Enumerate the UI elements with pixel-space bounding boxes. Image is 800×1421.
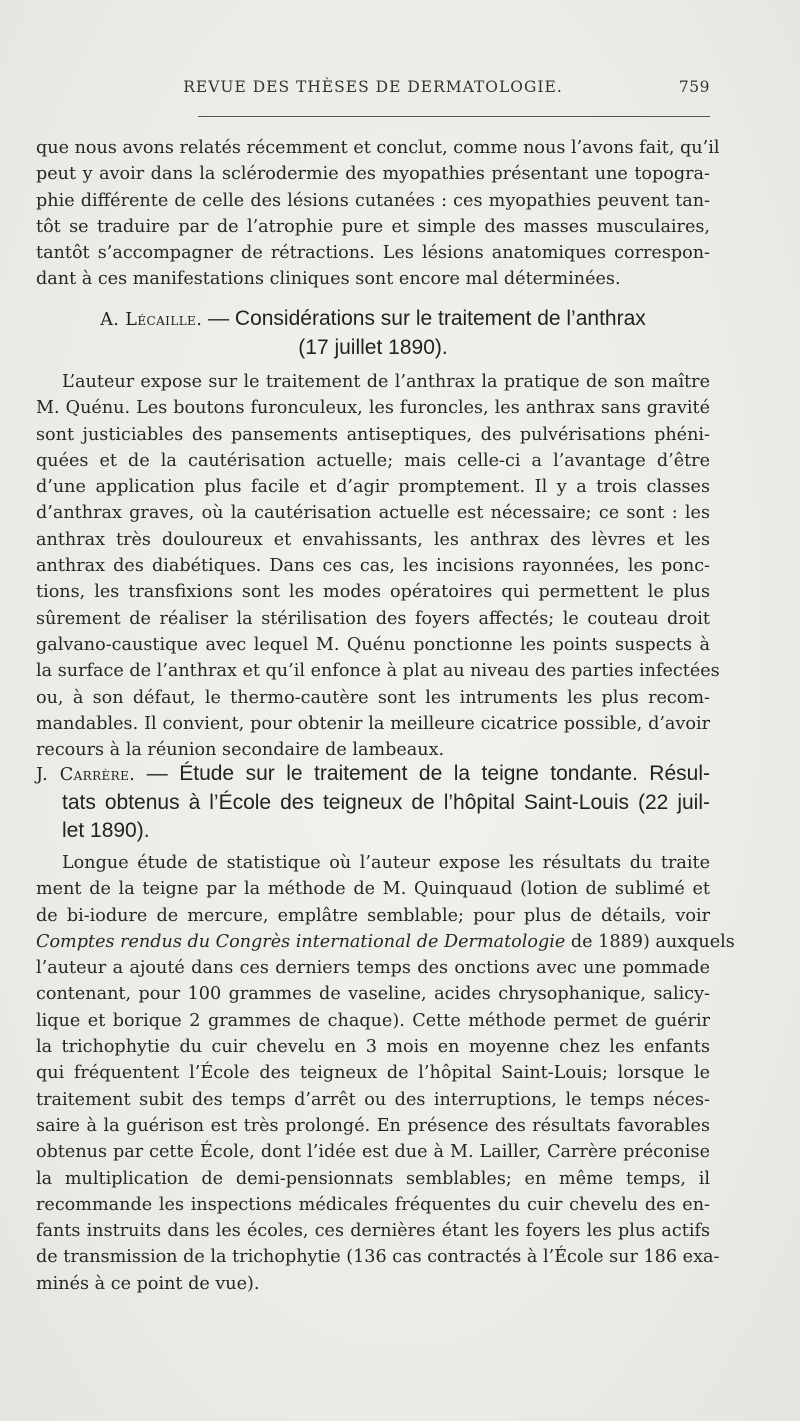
header-rule	[198, 116, 710, 117]
text-line: la multiplication de demi-pensionnats semblables; en même temps, il	[36, 1168, 710, 1189]
text-line: peut y avoir dans la sclérodermie des myopathies présentant une topogra-	[36, 164, 710, 185]
text-line: lique et borique 2 grammes de chaque). Cette méthode permet de guérir	[36, 1010, 710, 1031]
text-line: M. Quénu. Les boutons furonculeux, les furoncles, les anthrax sans gravité	[36, 398, 710, 419]
text-line: fants instruits dans les écoles, ces dernières étant les foyers les plus actifs	[36, 1221, 710, 1242]
text-line: tantôt s’accompagner de rétractions. Les lésions anatomiques correspon-	[36, 243, 710, 264]
text-line: L’auteur expose sur le traitement de l’anthrax la pratique de son maître	[62, 372, 710, 392]
page-number: 759	[678, 78, 710, 96]
text-line: d’anthrax graves, où la cautérisation actuelle est nécessaire; ce sont : les	[36, 503, 710, 524]
article-title: — Étude sur le traitement de la teigne tondante. Résul-	[146, 762, 710, 785]
text-line: contenant, pour 100 grammes de vaseline, acides chrysophanique, salicy-	[36, 984, 710, 1005]
text-line: ou, à son défaut, le thermo-cautère sont les intruments les plus recom-	[36, 687, 710, 708]
text-line: sûrement de réaliser la stérilisation des foyers affectés; le couteau droit	[36, 608, 710, 629]
text-line: qui fréquentent l’École des teigneux de l’hôpital Saint-Louis; lorsque le	[36, 1063, 710, 1084]
text-line: la trichophytie du cuir chevelu en 3 mois en moyenne chez les enfants	[36, 1037, 710, 1058]
text-line: mandables. Il convient, pour obtenir la meilleure cicatrice possible, d’avoir	[36, 713, 710, 734]
article-author: J. Carrère.	[36, 765, 136, 785]
text-line: anthrax des diabétiques. Dans ces cas, les incisions rayonnées, les ponc-	[36, 556, 710, 577]
text-line: tions, les transfixions sont les modes opératoires qui permettent le plus	[36, 582, 710, 603]
heading-line: tats obtenus à l’École des teigneux de l’hôpital Saint-Louis (22 juil-	[62, 790, 710, 814]
article-author: A. Lécaille.	[100, 310, 203, 330]
running-title: REVUE DES THÈSES DE DERMATOLOGIE.	[183, 78, 563, 96]
continuation-paragraph	[36, 135, 720, 293]
heading-line	[36, 305, 710, 334]
text-line: de transmission de la trichophytie (136 cas contractés à l’École sur 186 exa-	[36, 1247, 720, 1268]
text-line: que nous avons relatés récemment et conclut, comme nous l’avons fait, qu’il	[36, 138, 720, 158]
heading-line: (17 juillet 1890).	[298, 335, 448, 359]
text-line: sont justiciables des pansements antiseptiques, des pulvérisations phéni-	[36, 424, 710, 445]
article-title: — Considérations sur le traitement de l’anthrax	[208, 307, 646, 330]
text-line: ment de la teigne par la méthode de M. Quinquaud (lotion de sublimé et	[36, 879, 710, 900]
article-heading-lecaille	[36, 305, 710, 362]
text-line: dant à ces manifestations cliniques sont encore mal déterminées.	[36, 269, 621, 290]
text-line: quées et de la cautérisation actuelle; mais celle-ci a l’avantage d’être	[36, 450, 710, 471]
text-line: minés à ce point de vue).	[36, 1273, 260, 1294]
text-line: l’auteur a ajouté dans ces derniers temps des onctions avec une pommade	[36, 958, 710, 979]
text-line: obtenus par cette École, dont l’idée est due à M. Lailler, Carrère préconise	[36, 1142, 710, 1163]
article-paragraph-lecaille	[36, 369, 720, 763]
text-line: galvano-caustique avec lequel M. Quénu ponctionne les points suspects à	[36, 634, 710, 655]
heading-line: let 1890).	[62, 819, 150, 842]
heading-line	[36, 760, 710, 789]
text-line: saire à la guérison est très prolongé. En présence des résultats favorables	[36, 1115, 710, 1136]
text-line: la surface de l’anthrax et qu’il enfonce à plat au niveau des parties infectées	[36, 661, 720, 682]
cited-work: Comptes rendus du Congrès international de Dermatologie	[36, 931, 566, 952]
text-line: phie différente de celle des lésions cutanées : ces myopathies peuvent tan-	[36, 190, 710, 211]
text-line	[36, 929, 735, 955]
text-line: traitement subit des temps d’arrêt ou des interruptions, le temps néces-	[36, 1089, 710, 1110]
text-line: de bi-iodure de mercure, emplâtre semblable; pour plus de détails, voir	[36, 905, 710, 926]
text-line: tôt se traduire par de l’atrophie pure et simple des masses musculaires,	[36, 216, 710, 237]
text-fragment: de 1889) auxquels	[565, 931, 735, 952]
running-head	[36, 78, 710, 102]
text-line: recommande les inspections médicales fréquentes du cuir chevelu des en-	[36, 1194, 710, 1215]
text-line: anthrax très douloureux et envahissants, les anthrax des lèvres et les	[36, 529, 710, 550]
text-line: d’une application plus facile et d’agir promptement. Il y a trois classes	[36, 477, 710, 498]
article-heading-carrere	[36, 760, 710, 846]
text-line: recours à la réunion secondaire de lambeaux.	[36, 740, 445, 761]
text-line: Longue étude de statistique où l’auteur expose les résultats du traite	[62, 853, 710, 873]
article-paragraph-carrere	[36, 850, 735, 1297]
